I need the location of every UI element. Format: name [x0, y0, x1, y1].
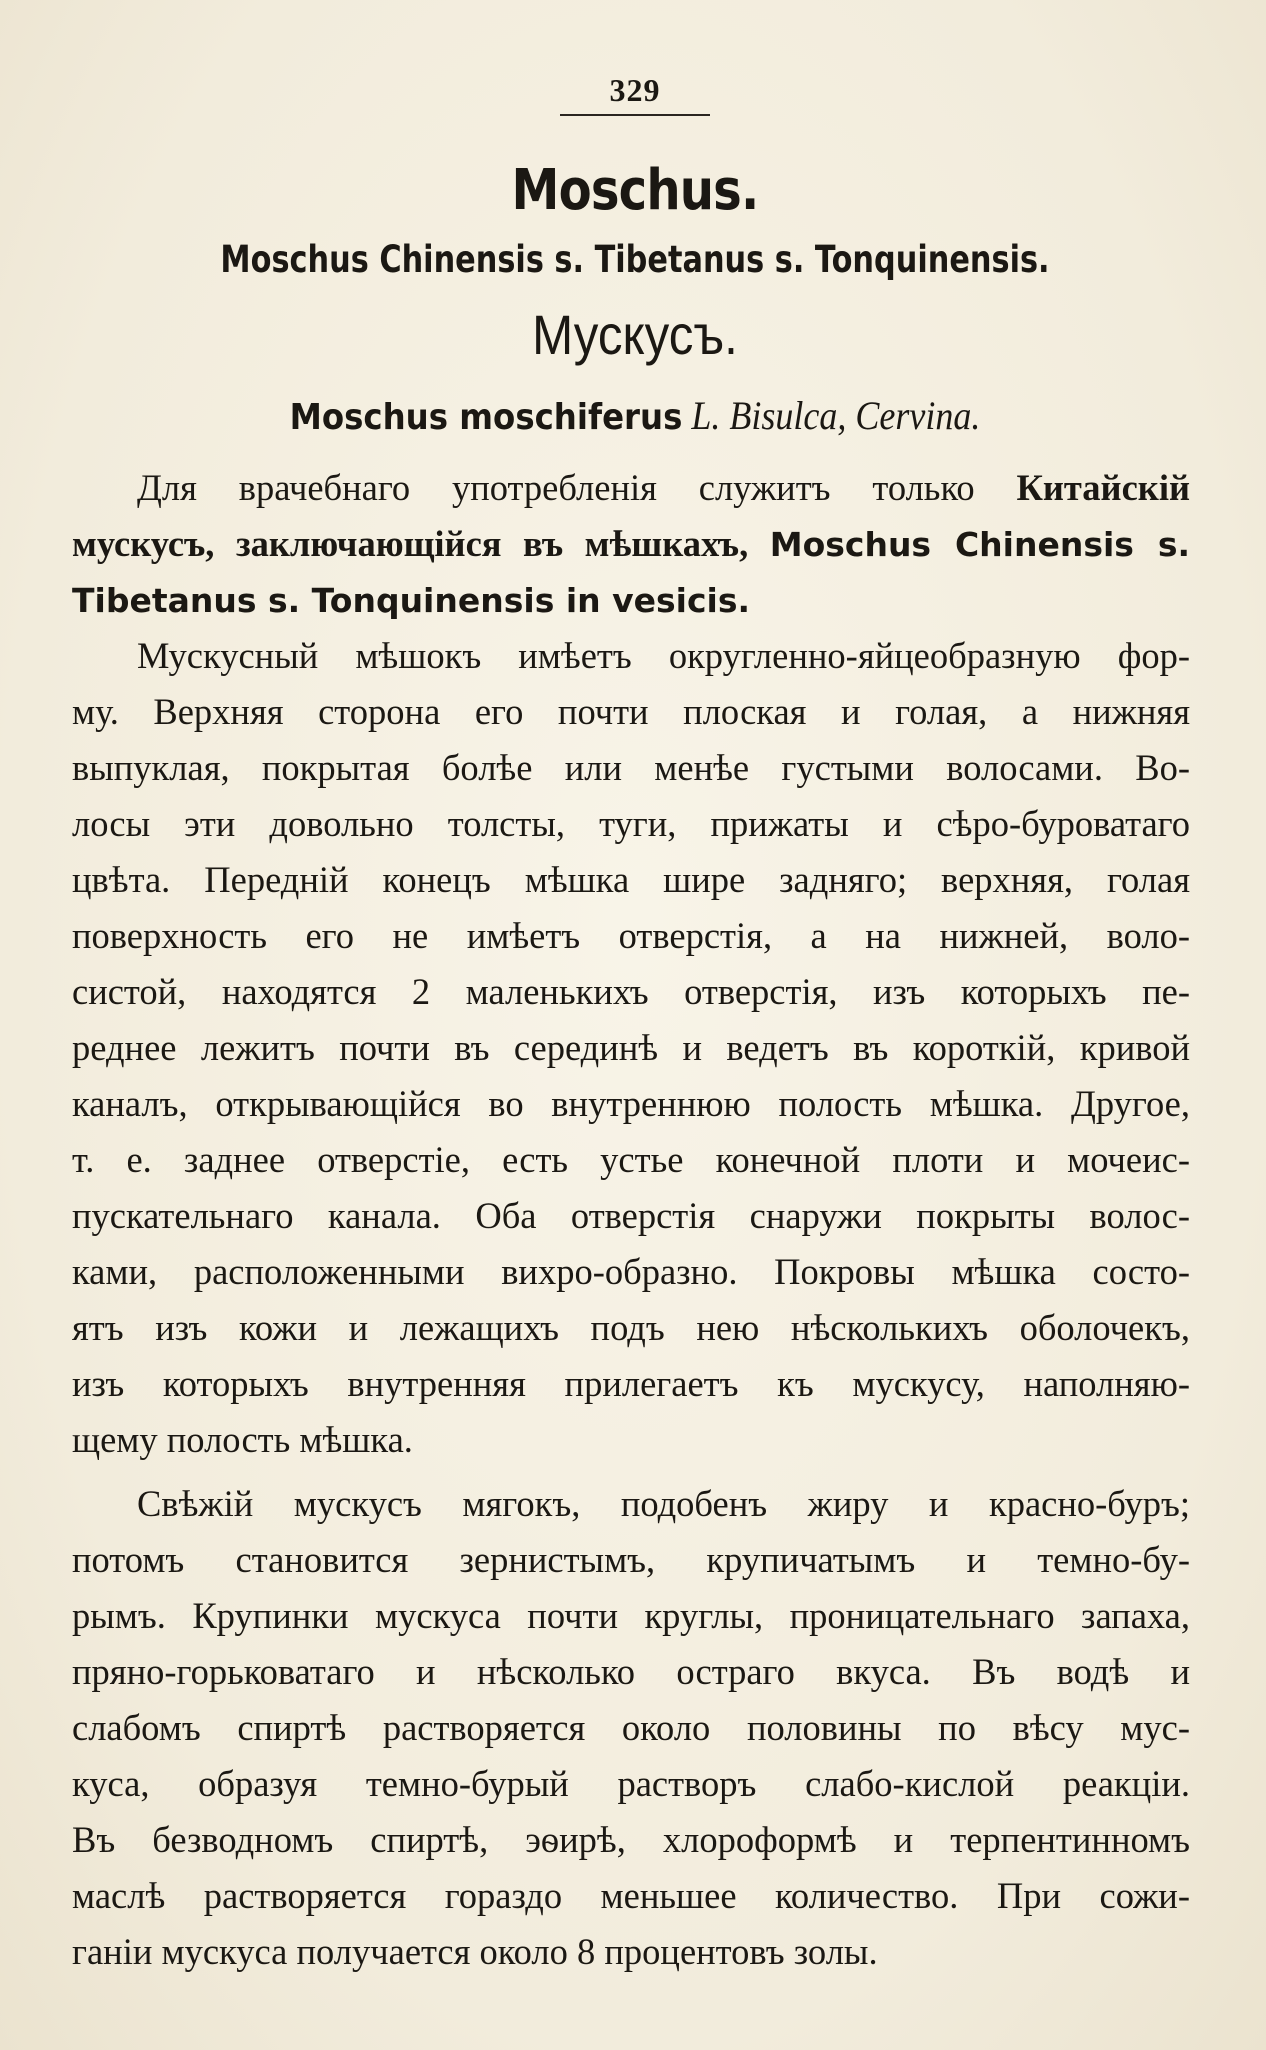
paragraph1-line1-text: Для врачебнаго употребленія служитъ только — [137, 467, 1017, 508]
paragraph2-line: т. е. заднее отверстіе, есть устье конечной плоти и мочеис- — [72, 1139, 1190, 1180]
paragraph2-line: систой, находятся 2 маленькихъ отверстія, изъ которыхъ пе- — [72, 971, 1190, 1012]
paragraph2-line: ками, расположенными вихро-образно. Покровы мѣшка состо- — [72, 1251, 1190, 1292]
paragraph3-line: маслѣ растворяется гораздо меньшее количество. При сожи- — [72, 1875, 1190, 1916]
species-name: Moschus moschiferus — [289, 397, 683, 438]
page-number: 329 — [609, 72, 661, 108]
page-number-rule — [560, 114, 710, 116]
paragraph3-line: куса, образуя темно-бурый растворъ слабо-кислой реакціи. — [72, 1763, 1190, 1804]
paragraph2-line: выпуклая, покрытая болѣе или менѣе густыми волосами. Во- — [72, 747, 1190, 788]
paragraph1-line3-latin: Tibetanus s. Tonquinensis in vesicis. — [72, 581, 751, 620]
title-latin: Moschus. — [511, 158, 759, 223]
paragraph2-line: цвѣта. Передній конецъ мѣшка шире задняго; верхняя, голая — [72, 859, 1190, 900]
paragraph2-line: поверхность его не имѣетъ отверстія, а на нижней, воло- — [72, 915, 1190, 956]
paragraph1-line3 — [72, 578, 1190, 623]
paragraph3-line: Въ безводномъ спиртѣ, эѳирѣ, хлороформѣ и терпентинномъ — [72, 1819, 1190, 1860]
paragraph2-line: реднее лежитъ почти въ серединѣ и ведетъ въ короткій, кривой — [72, 1027, 1190, 1068]
paragraph1-line1 — [137, 466, 1190, 510]
paragraph2-line: пускательнаго канала. Оба отверстія снаружи покрыты волос- — [72, 1195, 1190, 1236]
paragraph1-line1-bold: Китайскій — [1016, 467, 1190, 508]
species-tail: Bisulca, Cervina. — [729, 393, 981, 438]
paragraph3-line: ганіи мускуса получается около 8 процентовъ золы. — [72, 1931, 878, 1972]
paragraph3-line: слабомъ спиртѣ растворяется около половины по вѣсу мус- — [72, 1707, 1190, 1748]
paragraph2-line: изъ которыхъ внутренняя прилегаетъ къ мускусу, наполняю- — [72, 1363, 1190, 1404]
subtitle-latin: Moschus Chinensis s. Tibetanus s. Tonquinensis. — [220, 238, 1050, 281]
species-line — [127, 392, 1144, 439]
paragraph2-line: лосы эти довольно толсты, туги, прижаты и сѣро-буроватаго — [72, 803, 1190, 844]
paragraph2-line: щему полость мѣшка. — [72, 1419, 413, 1460]
paragraph3-line: потомъ становится зернистымъ, крупичатымъ и темно-бу- — [72, 1539, 1190, 1580]
paragraph1-line2-bold: мускусъ, заключающійся въ мѣшкахъ, — [72, 523, 770, 564]
paragraph1-line2 — [72, 522, 1190, 567]
paragraph2-line: каналъ, открывающійся во внутреннюю полость мѣшка. Другое, — [72, 1083, 1190, 1124]
title-russian: Мускусъ. — [532, 303, 738, 366]
paragraph2-line: му. Верхняя сторона его почти плоская и голая, а нижняя — [72, 691, 1190, 732]
paragraph2-line: Мускусный мѣшокъ имѣетъ округленно-яйцеобразную фор- — [137, 635, 1190, 676]
paragraph1-line2-latin: Moschus Chinensis s. — [769, 525, 1190, 564]
species-author: L. — [691, 393, 721, 438]
paragraph3-line: пряно-горьковатаго и нѣсколько остраго вкуса. Въ водѣ и — [72, 1651, 1190, 1692]
paragraph3-line: рымъ. Крупинки мускуса почти круглы, проницательнаго запаха, — [72, 1595, 1190, 1636]
paragraph3-line: Свѣжій мускусъ мягокъ, подобенъ жиру и красно-буръ; — [137, 1483, 1190, 1524]
paragraph2-line: ятъ изъ кожи и лежащихъ подъ нею нѣсколькихъ оболочекъ, — [72, 1307, 1190, 1348]
